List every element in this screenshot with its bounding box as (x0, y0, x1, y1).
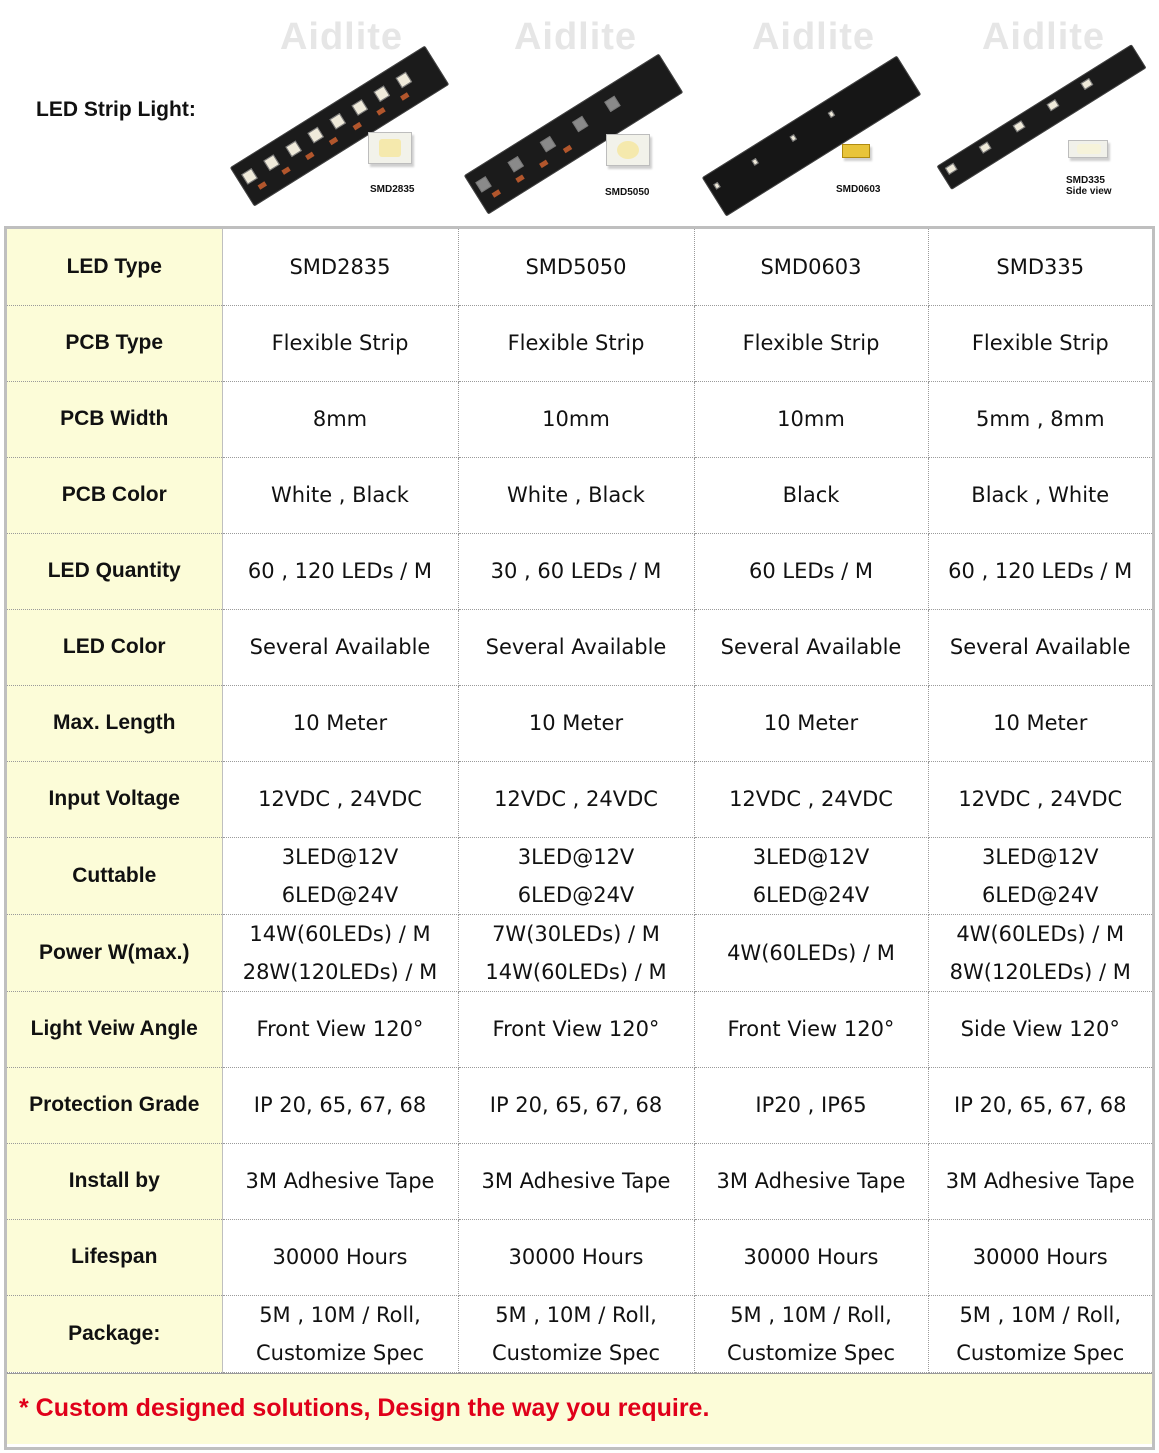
cell-text: IP 20, 65, 67, 68 (954, 1093, 1127, 1117)
table-cell (694, 381, 928, 457)
cell-text: Customize Spec (491, 1340, 661, 1365)
table-cell (928, 1143, 1152, 1219)
cell-text: Flexible Strip (271, 331, 409, 355)
cell-text: 3M Adhesive Tape (245, 1169, 435, 1193)
cell-text: White , Black (271, 483, 409, 507)
cell-text: 6LED@24V (517, 882, 635, 907)
table-row (7, 1067, 1152, 1143)
row-label: Cuttable (7, 837, 222, 914)
smd-caption: SMD0603 (836, 184, 881, 195)
row-label: PCB Color (7, 457, 222, 533)
table-row (7, 229, 1152, 305)
table-cell (458, 1295, 694, 1372)
table-cell (694, 305, 928, 381)
row-label: Package: (7, 1295, 222, 1372)
cell-text: 3LED@12V (752, 844, 870, 869)
cell-text: Front View 120° (256, 1017, 424, 1041)
smd-chip-icon (842, 144, 870, 158)
cell-text: 6LED@24V (752, 882, 870, 907)
led-strip-graphic (464, 54, 683, 215)
table-cell (928, 305, 1152, 381)
table-row (7, 1219, 1152, 1295)
row-label: Light Veiw Angle (7, 991, 222, 1067)
footer-note-bar (7, 1373, 1152, 1444)
table-cell (694, 1143, 928, 1219)
table-row (7, 837, 1152, 914)
cell-text: 5M , 10M / Roll, (495, 1302, 657, 1327)
cell-text: Black (782, 483, 840, 507)
cell-text: Front View 120° (727, 1017, 895, 1041)
cell-text: SMD5050 (525, 254, 627, 279)
table-cell (928, 685, 1152, 761)
table-cell (928, 609, 1152, 685)
table-cell (222, 457, 458, 533)
smd-caption: SMD335 Side view (1066, 175, 1112, 197)
row-label: LED Color (7, 609, 222, 685)
cell-text: IP 20, 65, 67, 68 (489, 1093, 663, 1117)
table-cell (458, 1219, 694, 1295)
table-cell (458, 761, 694, 837)
smd-chip-icon (368, 132, 412, 164)
table-cell (928, 1219, 1152, 1295)
cell-text: 3LED@12V (981, 844, 1099, 869)
smd-chip-icon (1068, 140, 1108, 158)
cell-text: 6LED@24V (281, 882, 399, 907)
spec-table (7, 229, 1152, 1373)
cell-text: 3LED@12V (517, 844, 635, 869)
table-cell (458, 991, 694, 1067)
table-cell (222, 837, 458, 914)
cell-text: 60 , 120 LEDs / M (247, 559, 433, 583)
table-cell (222, 533, 458, 609)
table-row (7, 685, 1152, 761)
table-cell (694, 914, 928, 991)
table-cell (928, 991, 1152, 1067)
cell-text: Customize Spec (956, 1340, 1125, 1365)
row-label: LED Quantity (7, 533, 222, 609)
table-cell (928, 457, 1152, 533)
table-cell (694, 991, 928, 1067)
table-row (7, 914, 1152, 991)
table-cell (694, 229, 928, 305)
cell-text: 4W(60LEDs) / M (727, 940, 895, 965)
table-cell (694, 761, 928, 837)
cell-text: 7W(30LEDs) / M (492, 921, 660, 946)
table-cell (222, 1219, 458, 1295)
section-title: LED Strip Light: (36, 98, 196, 121)
cell-text: 3M Adhesive Tape (481, 1169, 671, 1193)
cell-text: White , Black (507, 483, 645, 507)
row-label: PCB Type (7, 305, 222, 381)
row-label: Lifespan (7, 1219, 222, 1295)
smd-caption: SMD5050 (605, 187, 650, 198)
cell-text: 8W(120LEDs) / M (949, 959, 1131, 984)
table-cell (222, 1143, 458, 1219)
table-cell (694, 457, 928, 533)
row-label: Input Voltage (7, 761, 222, 837)
table-cell (458, 1067, 694, 1143)
table-cell (928, 381, 1152, 457)
cell-text: 6LED@24V (981, 882, 1099, 907)
table-cell (458, 685, 694, 761)
cell-text: Several Available (249, 635, 431, 659)
cell-text: 3M Adhesive Tape (716, 1169, 906, 1193)
table-cell (694, 1219, 928, 1295)
table-cell (928, 533, 1152, 609)
led-strip-graphic (230, 46, 449, 207)
cell-text: 12VDC , 24VDC (258, 787, 422, 811)
cell-text: 5M , 10M / Roll, (259, 1302, 421, 1327)
cell-text: IP 20, 65, 67, 68 (253, 1093, 427, 1117)
brand-watermark: Aidlite (513, 16, 638, 58)
cell-text: Customize Spec (726, 1340, 896, 1365)
product-image-smd2835 (234, 14, 449, 210)
cell-text: SMD0603 (760, 254, 862, 279)
cell-text: 3LED@12V (281, 844, 399, 869)
cell-text: 30000 Hours (972, 1245, 1108, 1269)
table-row (7, 1143, 1152, 1219)
table-cell (694, 685, 928, 761)
cell-text: 30000 Hours (743, 1245, 879, 1269)
table-cell (694, 837, 928, 914)
cell-text: 8mm (312, 407, 368, 431)
table-cell (928, 1295, 1152, 1372)
brand-watermark: Aidlite (981, 16, 1106, 58)
cell-text: Side View 120° (960, 1017, 1120, 1041)
table-cell (458, 457, 694, 533)
product-image-smd335 (936, 14, 1151, 210)
product-header (0, 0, 1159, 226)
cell-text: 60 , 120 LEDs / M (948, 559, 1133, 583)
cell-text: Customize Spec (255, 1340, 425, 1365)
cell-text: 10mm (777, 407, 845, 431)
cell-text: Flexible Strip (971, 331, 1109, 355)
table-row (7, 457, 1152, 533)
cell-text: 30000 Hours (272, 1245, 408, 1269)
table-cell (222, 991, 458, 1067)
row-label: LED Type (7, 229, 222, 305)
table-cell (458, 914, 694, 991)
table-cell (458, 1143, 694, 1219)
table-cell (458, 609, 694, 685)
brand-watermark: Aidlite (751, 16, 876, 58)
cell-text: Several Available (949, 635, 1131, 659)
table-cell (928, 914, 1152, 991)
row-label: Max. Length (7, 685, 222, 761)
table-row (7, 305, 1152, 381)
table-row (7, 1295, 1152, 1372)
table-cell (222, 381, 458, 457)
table-row (7, 991, 1152, 1067)
led-strip-graphic (937, 44, 1147, 190)
table-cell (694, 1295, 928, 1372)
cell-text: Flexible Strip (507, 331, 645, 355)
table-cell (694, 533, 928, 609)
row-label: Protection Grade (7, 1067, 222, 1143)
product-image-smd0603 (706, 14, 921, 210)
table-row (7, 761, 1152, 837)
cell-text: 12VDC , 24VDC (494, 787, 658, 811)
cell-text: 10 Meter (993, 711, 1088, 735)
cell-text: 30 , 60 LEDs / M (490, 559, 662, 583)
cell-text: 5mm , 8mm (975, 407, 1105, 431)
cell-text: 10 Meter (292, 711, 388, 735)
cell-text: 12VDC , 24VDC (958, 787, 1123, 811)
table-cell (458, 229, 694, 305)
cell-text: 10 Meter (528, 711, 624, 735)
spec-table-container (4, 226, 1155, 1450)
cell-text: SMD335 (996, 254, 1085, 279)
cell-text: Flexible Strip (742, 331, 880, 355)
table-row (7, 381, 1152, 457)
smd-chip-icon (606, 134, 650, 166)
cell-text: 14W(60LEDs) / M (249, 921, 431, 946)
led-strip-graphic (702, 56, 921, 217)
cell-text: 5M , 10M / Roll, (730, 1302, 892, 1327)
cell-text: 10mm (542, 407, 610, 431)
product-image-smd5050 (468, 14, 683, 210)
table-cell (222, 229, 458, 305)
table-cell (458, 305, 694, 381)
cell-text: Black , White (971, 483, 1110, 507)
table-cell (222, 685, 458, 761)
cell-text: 14W(60LEDs) / M (485, 959, 667, 984)
cell-text: Several Available (485, 635, 667, 659)
cell-text: 10 Meter (763, 711, 859, 735)
cell-text: 5M , 10M / Roll, (959, 1302, 1122, 1327)
table-row (7, 609, 1152, 685)
cell-text: 60 LEDs / M (748, 559, 874, 583)
table-cell (928, 229, 1152, 305)
custom-solutions-note: * Custom designed solutions, Design the way you require. (19, 1394, 710, 1422)
table-cell (458, 533, 694, 609)
table-cell (458, 837, 694, 914)
row-label: PCB Width (7, 381, 222, 457)
table-cell (222, 1067, 458, 1143)
cell-text: 28W(120LEDs) / M (242, 959, 438, 984)
table-cell (222, 914, 458, 991)
table-cell (928, 1067, 1152, 1143)
table-cell (928, 761, 1152, 837)
table-cell (458, 381, 694, 457)
table-cell (928, 837, 1152, 914)
table-cell (694, 609, 928, 685)
row-label: Power W(max.) (7, 914, 222, 991)
table-row (7, 533, 1152, 609)
cell-text: 30000 Hours (508, 1245, 644, 1269)
table-cell (694, 1067, 928, 1143)
brand-watermark: Aidlite (279, 16, 404, 58)
table-cell (222, 1295, 458, 1372)
cell-text: 12VDC , 24VDC (729, 787, 893, 811)
smd-caption: SMD2835 (370, 184, 415, 195)
cell-text: 4W(60LEDs) / M (956, 921, 1125, 946)
table-cell (222, 761, 458, 837)
cell-text: Several Available (720, 635, 902, 659)
cell-text: 3M Adhesive Tape (945, 1169, 1135, 1193)
cell-text: IP20 , IP65 (755, 1093, 867, 1117)
table-cell (222, 305, 458, 381)
cell-text: Front View 120° (492, 1017, 660, 1041)
table-cell (222, 609, 458, 685)
row-label: Install by (7, 1143, 222, 1219)
cell-text: SMD2835 (289, 254, 391, 279)
